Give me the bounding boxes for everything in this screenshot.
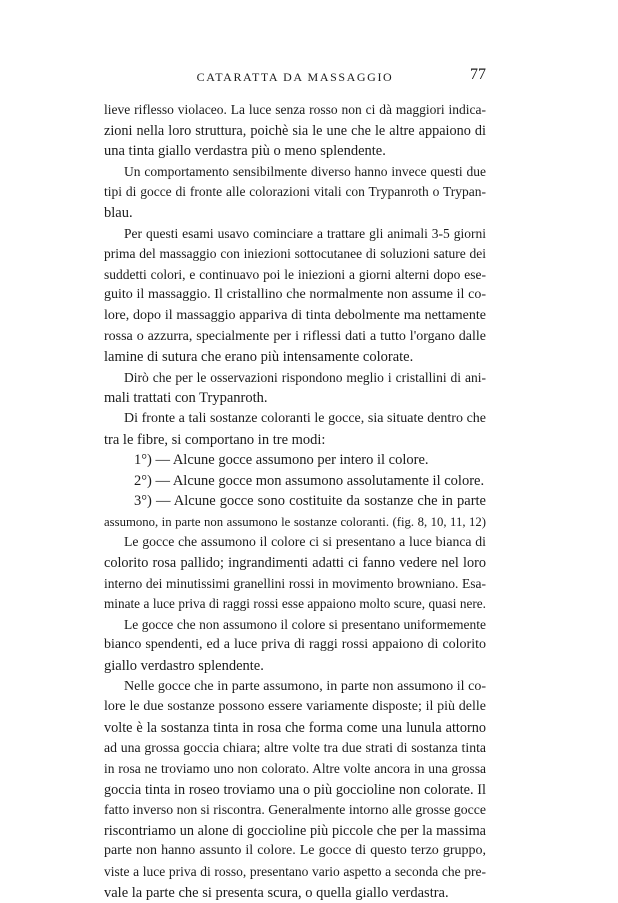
text-line: rossa o azzurra, specialmente per i riflessi dati a tutto l'organo dalle (104, 328, 486, 344)
text-line: Dirò che per le osservazioni rispondono meglio i cristallini di ani- (124, 369, 486, 385)
text-line: fatto inverso non si riscontra. Generalmente intorno alle grosse gocce (104, 802, 486, 818)
text-line: mali trattati con Trypanroth. (104, 390, 268, 407)
text-line: prima del massaggio con iniezioni sottocutanee di soluzioni sature dei (104, 246, 486, 262)
text-line: vale la parte che si presenta scura, o quella giallo verdastra. (104, 884, 449, 901)
text-line: 1°) — Alcune gocce assumono per intero il colore. (134, 452, 429, 469)
text-line: riscontriamo un alone di goccioline più piccole che per la massima (104, 822, 486, 839)
text-line: lore le due sostanze possono essere variamente disposte; il più delle (104, 699, 486, 715)
text-line: zioni nella loro struttura, poichè sia le une che le altre appaiono di (104, 122, 486, 139)
text-line: suddetti colori, e continuavo poi le iniezioni a giorni alterni dopo ese- (104, 266, 486, 282)
text-line: 2°) — Alcune gocce mon assumono assolutamente il colore. (134, 472, 485, 489)
text-line: lamine di sutura che erano più intensamente colorate. (104, 349, 414, 366)
text-line: assumono, in parte non assumono le sostanze coloranti. (fig. 8, 10, 11, 12) (104, 514, 486, 529)
text-line: parte non hanno assunto il colore. Le gocce di questo terzo gruppo, (104, 843, 486, 859)
text-line: lieve riflesso violaceo. La luce senza rosso non ci dà maggiori indica- (104, 102, 486, 117)
text-line: Le gocce che non assumono il colore si presentano uniformemente (124, 616, 486, 632)
text-line: giallo verdastro splendente. (104, 658, 264, 675)
text-line: una tinta giallo verdastra più o meno splendente. (104, 143, 386, 160)
text-line: goccia tinta in roseo troviamo una o più goccioline non colorate. Il (104, 781, 486, 798)
text-line: interno dei minutissimi granellini rossi in movimento browniano. Esa- (104, 575, 486, 591)
text-line: tipi di gocce di fronte alle colorazioni vitali con Trypanroth o Trypan- (104, 184, 486, 200)
body-text (104, 100, 486, 903)
text-line: colorito rosa pallido; ingrandimenti adatti ci fanno vedere nel loro (104, 555, 486, 572)
text-line: ad una grossa goccia chiara; altre volte tra due strati di sostanza tinta (104, 740, 486, 756)
text-line: guito il massaggio. Il cristallino che normalmente non assume il co- (104, 287, 486, 303)
text-line: Per questi esami usavo cominciare a trattare gli animali 3-5 giorni (124, 225, 486, 241)
text-line: 3°) — Alcune gocce sono costituite da sostanze che in parte (134, 493, 486, 510)
text-line: viste a luce priva di rosso, presentano vario aspetto a seconda che pre- (104, 863, 486, 879)
running-head (104, 66, 486, 88)
text-line: Di fronte a tali sostanze coloranti le gocce, sia situate dentro che (124, 410, 486, 426)
text-line: bianco spendenti, ed a luce priva di raggi rossi appaiono di colorito (104, 637, 486, 653)
page-number: 77 (470, 66, 486, 83)
text-line: in rosa ne troviamo uno non colorato. Altre volte ancora in una grossa (104, 761, 486, 776)
text-line: blau. (104, 204, 133, 221)
text-line: Le gocce che assumono il colore ci si presentano a luce bianca di (124, 534, 486, 550)
text-line: volte è la sostanza tinta in rosa che forma come una lunula attorno (104, 719, 486, 736)
text-line: tra le fibre, si comportano in tre modi: (104, 431, 326, 448)
running-title: CATARATTA DA MASSAGGIO (196, 70, 394, 84)
text-line: Nelle gocce che in parte assumono, in parte non assumono il co- (124, 678, 486, 694)
text-line: Un comportamento sensibilmente diverso hanno invece questi due (124, 163, 486, 179)
text-line: lore, dopo il massaggio appariva di tinta debolmente ma nettamente (104, 307, 486, 323)
text-line: minate a luce priva di raggi rossi esse appaiono molto scure, quasi nere. (104, 596, 486, 612)
